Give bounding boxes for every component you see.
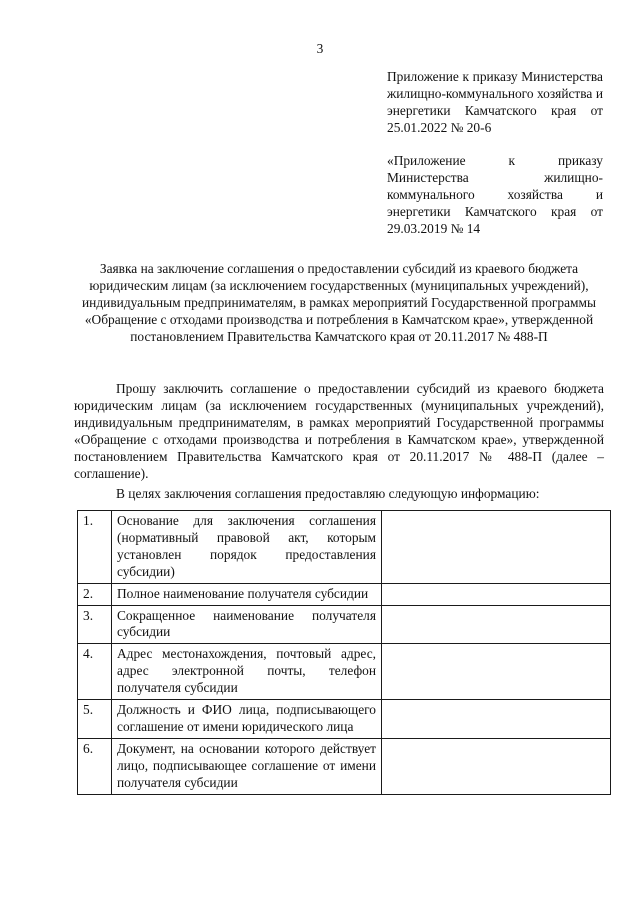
row-label: Должность и ФИО лица, подписывающего соглашение от имени юридического лица xyxy=(112,700,382,739)
row-value-cell[interactable] xyxy=(382,511,611,584)
row-number: 1. xyxy=(78,511,112,584)
table-row xyxy=(78,511,611,584)
row-value-cell[interactable] xyxy=(382,738,611,794)
row-label: Документ, на основании которого действует лицо, подписывающее соглашение от имени получателя субсидии xyxy=(112,738,382,794)
row-number: 2. xyxy=(78,583,112,605)
table-row xyxy=(78,644,611,700)
row-label: Сокращенное наименование получателя субсидии xyxy=(112,605,382,644)
row-value-cell[interactable] xyxy=(382,605,611,644)
document-heading: Заявка на заключение соглашения о предоставлении субсидий из краевого бюджета юридическим лицам (за исключением государственных (муниципальных учреждений), индивидуальным предпринимателям, в рамках мероприятий Государственной программы «Обращение с отходами производства и потребления в Камчатском крае», утвержденной постановлением Правительства Камчатского края от 20.11.2017 № 488-П xyxy=(82,261,596,344)
row-value-cell[interactable] xyxy=(382,583,611,605)
appendix-reference-current: Приложение к приказу Министерства жилищно-коммунального хозяйства и энергетики Камчатского края от 25.01.2022 № 20-6 xyxy=(387,69,603,135)
row-value-cell[interactable] xyxy=(382,644,611,700)
table-row xyxy=(78,605,611,644)
request-paragraph: Прошу заключить соглашение о предоставлении субсидий из краевого бюджета юридическим лицам (за исключением государственных (муниципальных учреждений), индивидуальным предпринимателям, в рамках мероприятий Государственной программы «Обращение с отходами производства и потребления в Камчатском крае», утвержденной постановлением Правительства Камчатского края от 20.11.2017 № 488-П (далее – соглашение). xyxy=(74,381,604,481)
row-number: 3. xyxy=(78,605,112,644)
row-label: Полное наименование получателя субсидии xyxy=(112,583,382,605)
lead-in-paragraph: В целях заключения соглашения предоставляю следующую информацию: xyxy=(116,486,540,501)
row-number: 4. xyxy=(78,644,112,700)
page-number: 3 xyxy=(316,41,324,56)
row-label: Основание для заключения соглашения (нормативный правовой акт, которым установлен порядок предоставления субсидии) xyxy=(112,511,382,584)
table-row xyxy=(78,583,611,605)
row-value-cell[interactable] xyxy=(382,700,611,739)
appendix-reference-original: «Приложение к приказу Министерства жилищно-коммунального хозяйства и энергетики Камчатского края от 29.03.2019 № 14 xyxy=(387,153,603,236)
table-row xyxy=(78,700,611,739)
row-number: 6. xyxy=(78,738,112,794)
row-label: Адрес местонахождения, почтовый адрес, адрес электронной почты, телефон получателя субсидии xyxy=(112,644,382,700)
row-number: 5. xyxy=(78,700,112,739)
application-info-table xyxy=(77,510,611,795)
table-row xyxy=(78,738,611,794)
